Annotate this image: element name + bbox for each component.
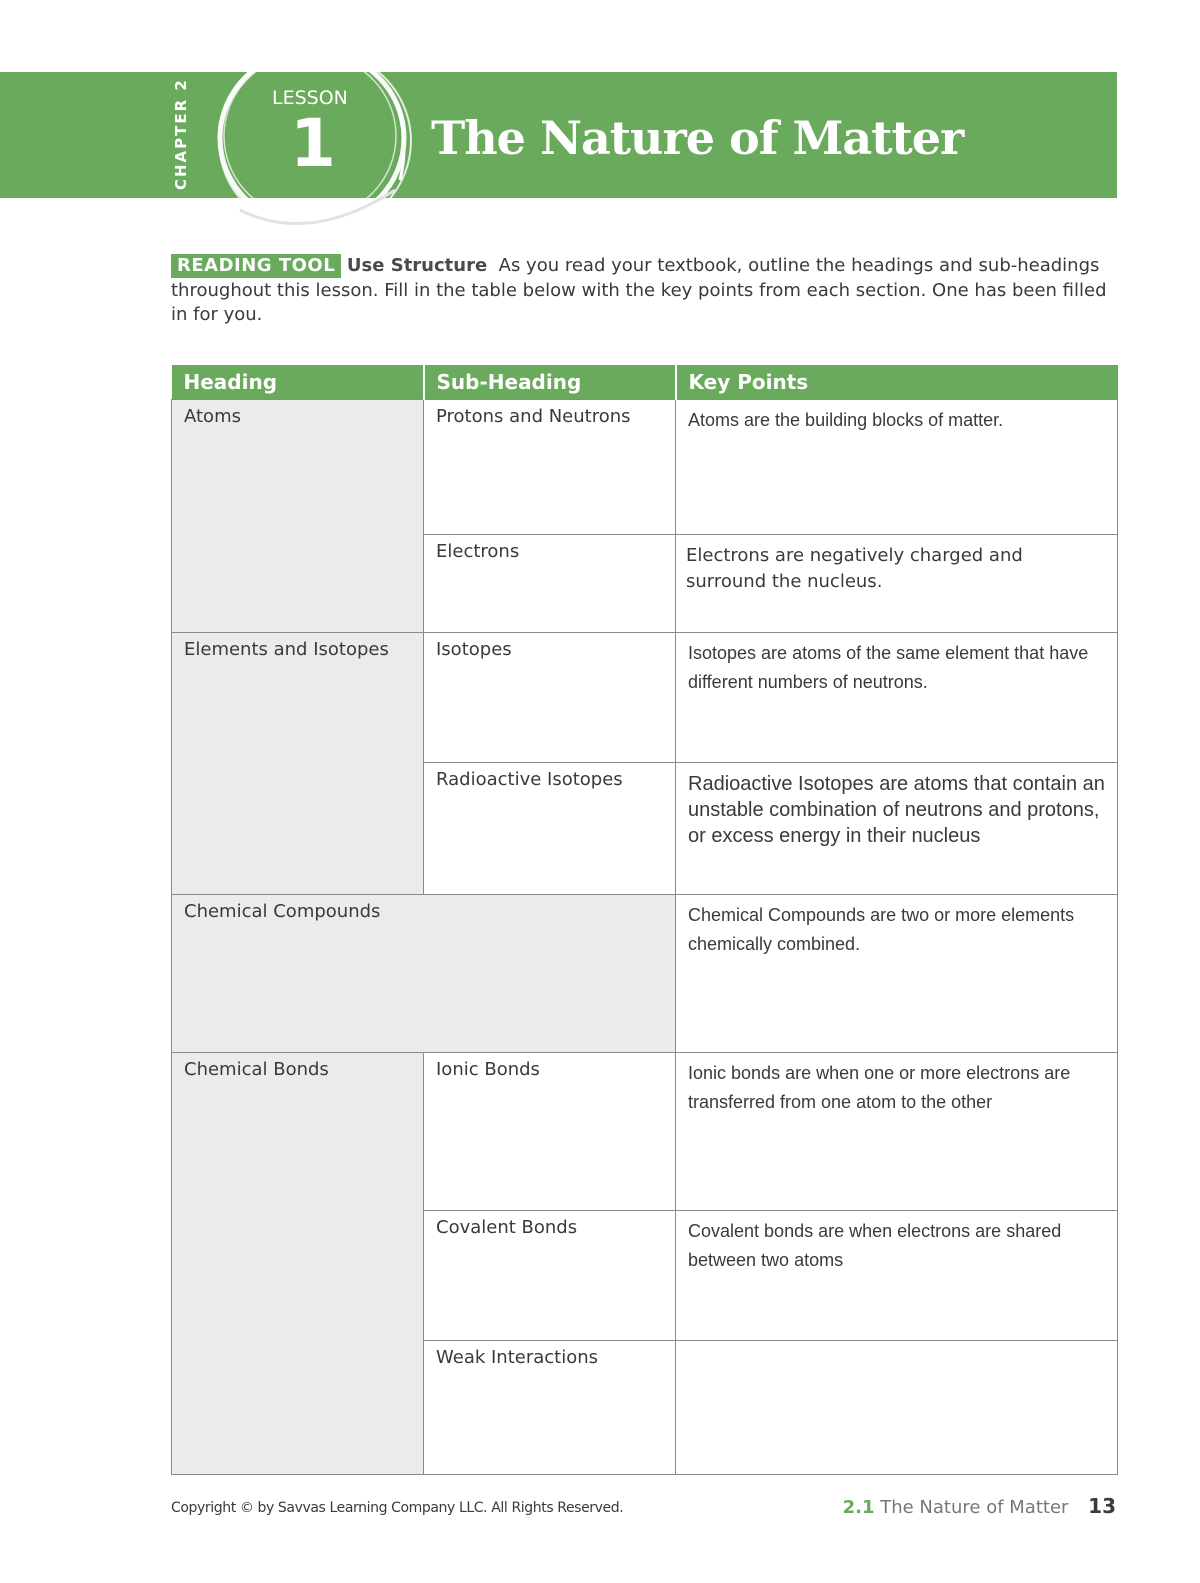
table-row: [172, 895, 1118, 1053]
page-title: The Nature of Matter: [431, 111, 964, 165]
key-point-field[interactable]: Electrons are negatively charged and surround the nucleus.: [676, 535, 1118, 633]
table-row: [172, 633, 1118, 763]
subheading-cell: Ionic Bonds: [424, 1053, 676, 1211]
subheading-cell: Covalent Bonds: [424, 1211, 676, 1341]
page-number: 13: [1088, 1494, 1116, 1518]
heading-cell: Atoms: [172, 400, 424, 633]
key-point-field[interactable]: Covalent bonds are when electrons are shared between two atoms: [676, 1211, 1118, 1341]
column-header-key-points: Key Points: [676, 365, 1118, 400]
subheading-cell: Electrons: [424, 535, 676, 633]
key-point-field[interactable]: Chemical Compounds are two or more elements chemically combined.: [676, 895, 1118, 1053]
reading-tool-text: As you read your textbook, outline the headings and sub-headings throughout this lesson. Fill in the table below with the key points from each section. One has been filled in for you.: [171, 255, 1107, 325]
reading-tool-badge: READING TOOL: [171, 254, 341, 278]
subheading-cell: Radioactive Isotopes: [424, 763, 676, 895]
heading-cell: Elements and Isotopes: [172, 633, 424, 895]
key-point-field[interactable]: Atoms are the building blocks of matter.: [676, 400, 1118, 535]
section-title: The Nature of Matter: [880, 1497, 1069, 1518]
reading-tool-skill: Use Structure: [346, 255, 488, 276]
key-point-field[interactable]: [676, 1341, 1118, 1475]
lesson-label: LESSON: [272, 87, 348, 109]
key-point-field[interactable]: Ionic bonds are when one or more electrons are transferred from one atom to the other: [676, 1053, 1118, 1211]
copyright-text: Copyright © by Savvas Learning Company LLC. All Rights Reserved.: [171, 1500, 624, 1516]
table-row: [172, 1053, 1118, 1211]
chapter-label: CHAPTER 2: [172, 78, 190, 190]
subheading-cell: Isotopes: [424, 633, 676, 763]
key-point-field[interactable]: Isotopes are atoms of the same element that have different numbers of neutrons.: [676, 633, 1118, 763]
heading-cell: Chemical Bonds: [172, 1053, 424, 1475]
table-header-row: [172, 365, 1118, 400]
subheading-cell: Protons and Neutrons: [424, 400, 676, 535]
section-number: 2.1: [842, 1497, 875, 1518]
subheading-cell: Weak Interactions: [424, 1341, 676, 1475]
column-header-subheading: Sub-Heading: [424, 365, 676, 400]
lesson-number: 1: [290, 105, 336, 182]
table-row: [172, 400, 1118, 535]
column-header-heading: Heading: [172, 365, 424, 400]
page-footer: [843, 1494, 1116, 1518]
reading-tool-instructions: [171, 254, 1117, 328]
outline-table: [171, 365, 1118, 1475]
key-point-field[interactable]: Radioactive Isotopes are atoms that contain an unstable combination of neutrons and protons, or excess energy in their nucleus: [676, 763, 1118, 895]
heading-cell: Chemical Compounds: [172, 895, 676, 1053]
